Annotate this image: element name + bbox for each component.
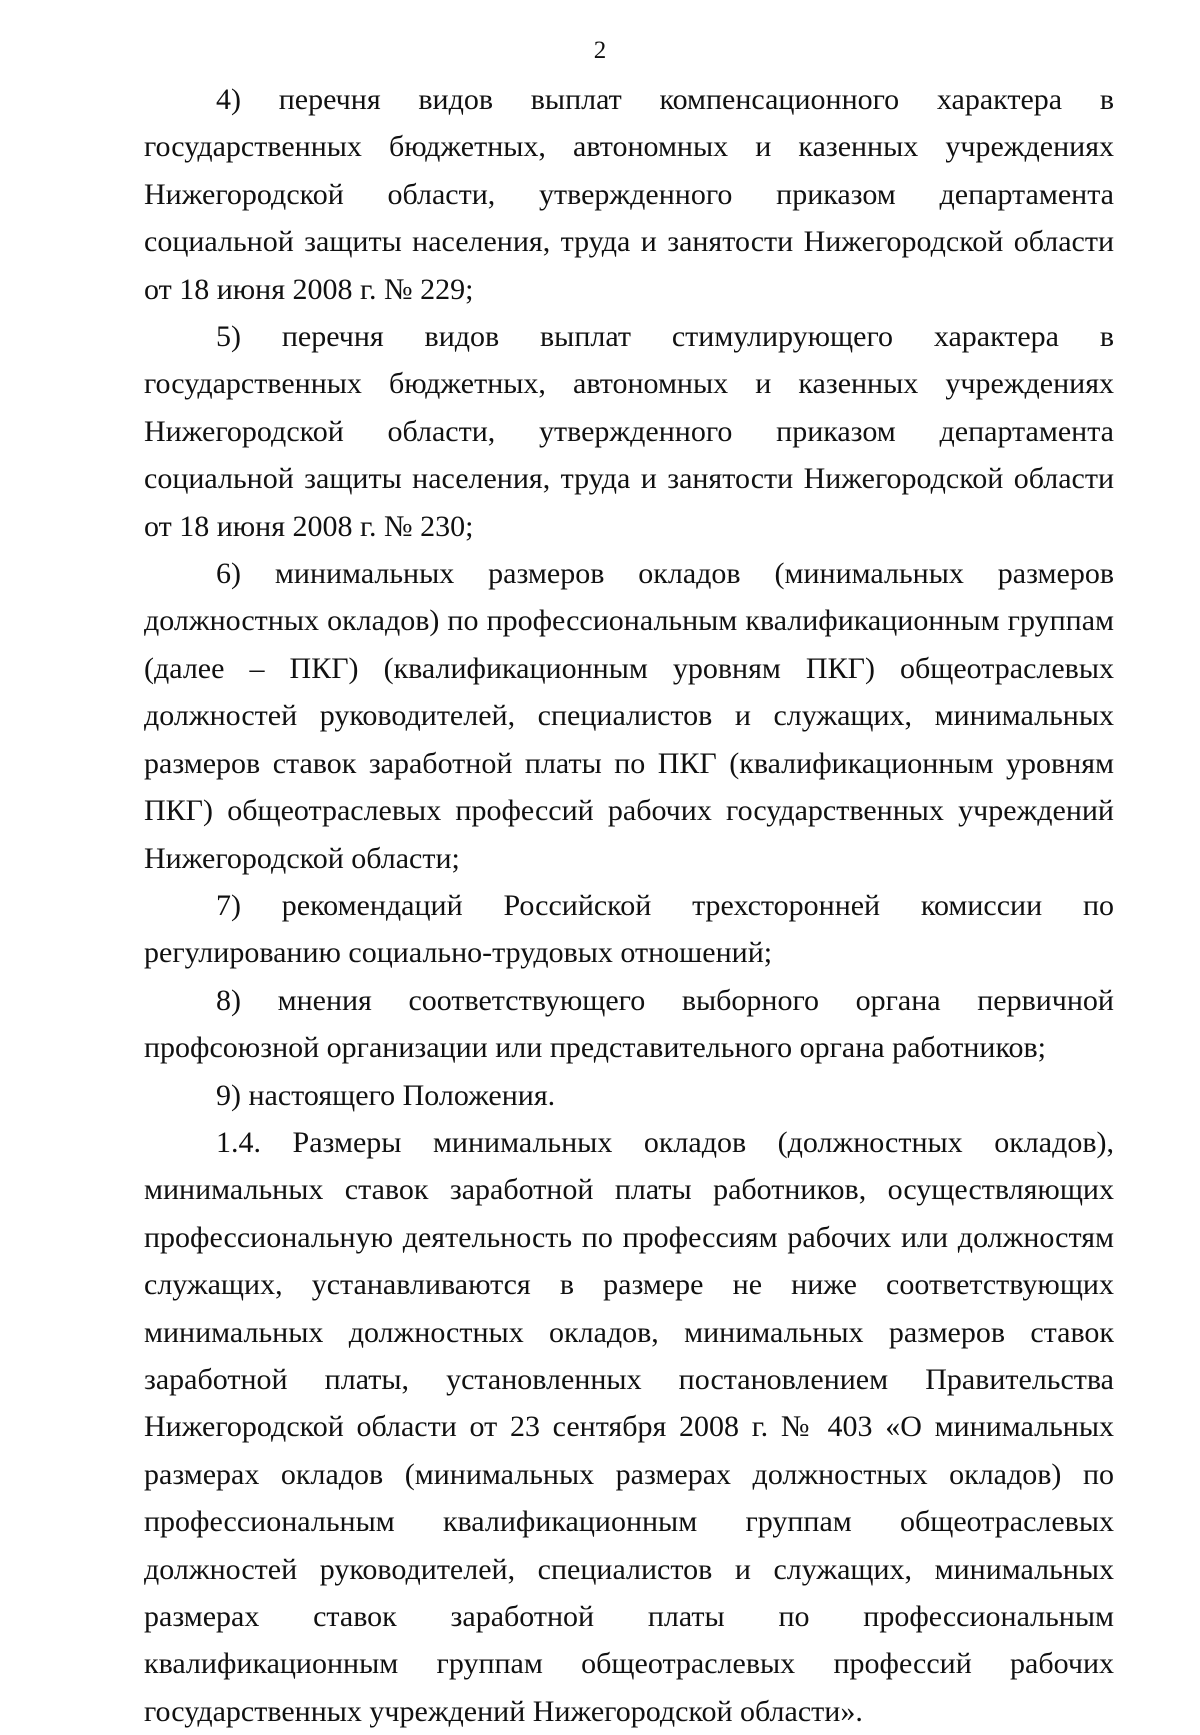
paragraph-item-4: 4) перечня видов выплат компенсационного характера в государственных бюджетных, автономных и казенных учреждениях Нижегородской области, утвержденного приказом департамента социальной защиты населения, труда и занятости Нижегородской области от 18 июня 2008 г. № 229; <box>144 83 1114 306</box>
paragraph-item-9: 9) настоящего Положения. <box>216 1078 556 1112</box>
paragraph-item-5: 5) перечня видов выплат стимулирующего характера в государственных бюджетных, автономных и казенных учреждениях Нижегородской области, утвержденного приказом департамента социальной защиты населения, труда и занятости Нижегородской области от 18 июня 2008 г. № 230; <box>144 320 1114 543</box>
page-number: 2 <box>593 37 607 64</box>
paragraph-item-6: 6) минимальных размеров окладов (минимальных размеров должностных окладов) по профессиональным квалификационным группам (далее – ПКГ) (квалификационным уровням ПКГ) общеотраслевых должностей руководителей, специалистов и служащих, минимальных размеров ставок заработной платы по ПКГ (квалификационным уровням ПКГ) общеотраслевых профессий рабочих государственных учреждений Нижегородской области; <box>144 557 1114 875</box>
paragraph-section-1-4: 1.4. Размеры минимальных окладов (должностных окладов), минимальных ставок заработной платы работников, осуществляющих профессиональную деятельность по профессиям рабочих или должностям служащих, устанавливаются в размере не ниже соответствующих минимальных должностных окладов, минимальных размеров ставок заработной платы, установленных постановлением Правительства Нижегородской области от 23 сентября 2008 г. № 403 «О минимальных размерах окладов (минимальных размерах должностных окладов) по профессиональным квалификационным группам общеотраслевых должностей руководителей, специалистов и служащих, минимальных размерах ставок заработной платы по профессиональным квалификационным группам общеотраслевых профессий рабочих государственных учреждений Нижегородской области». <box>144 1125 1114 1728</box>
document-body <box>144 76 1114 1735</box>
paragraph-item-8: 8) мнения соответствующего выборного органа первичной профсоюзной организации или представительного органа работников; <box>144 983 1114 1065</box>
paragraph-item-7: 7) рекомендаций Российской трехсторонней комиссии по регулированию социально-трудовых отношений; <box>144 888 1114 970</box>
